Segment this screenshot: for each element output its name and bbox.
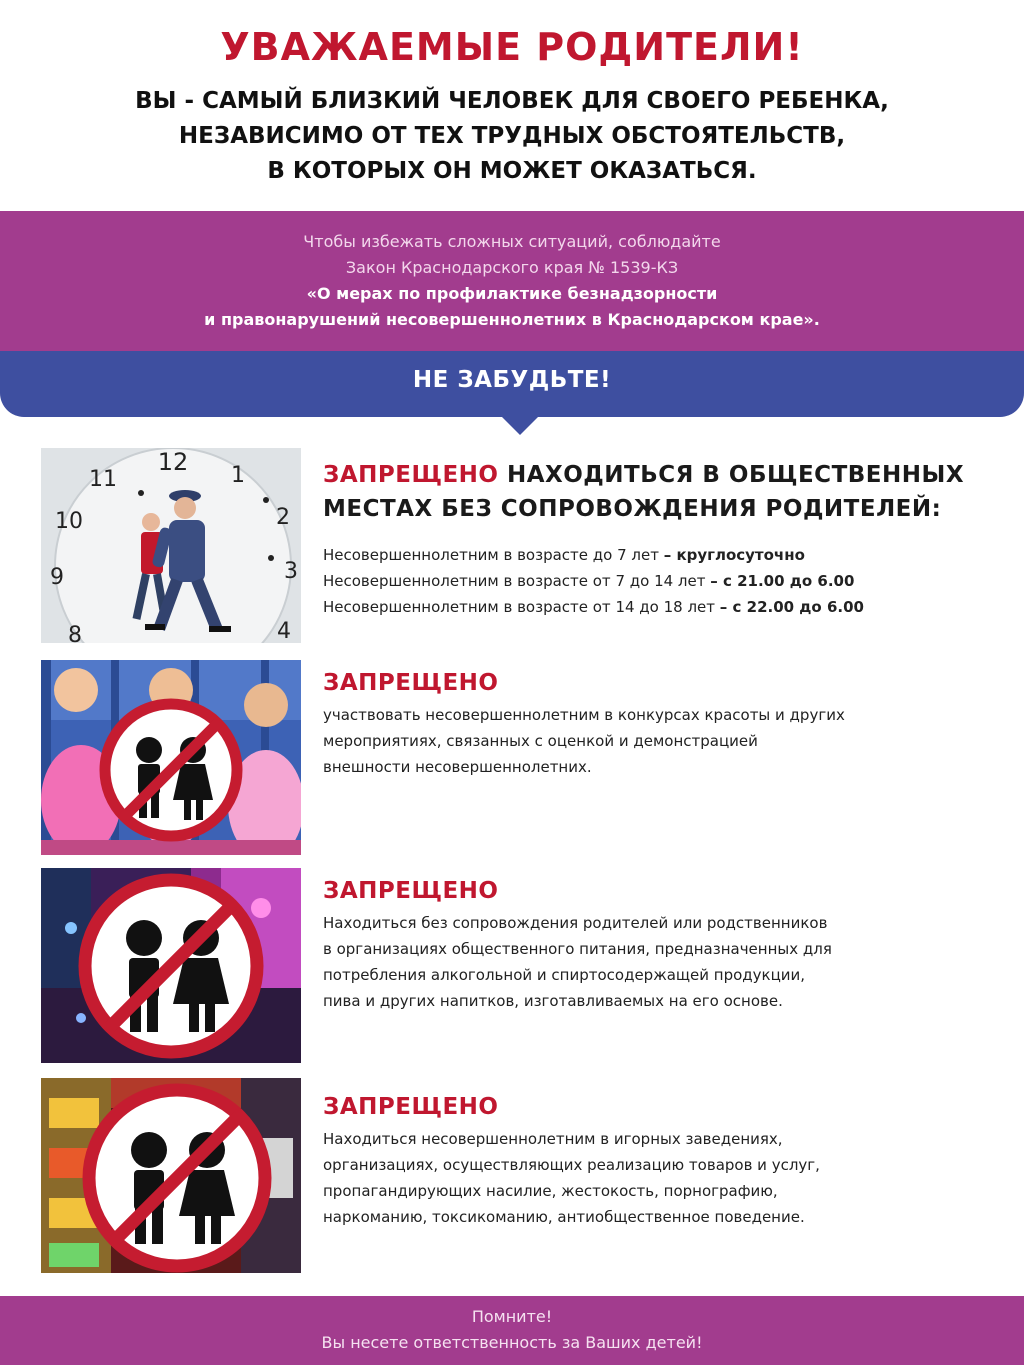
clock-number: 12 [157,448,189,476]
clock-number: 1 [231,463,245,488]
law-number: Закон Краснодарского края № 1539-КЗ [345,258,679,277]
rule-heading: ЗАПРЕЩЕНО [323,670,499,696]
rule-line: участвовать несовершеннолетним в конкурсах красоты и других [323,706,845,724]
rule-description [323,910,1013,1014]
rule-heading-line2: МЕСТАХ БЕЗ СОПРОВОЖДЕНИЯ РОДИТЕЛЕЙ: [323,496,942,522]
intro-line: ВЫ - САМЫЙ БЛИЗКИЙ ЧЕЛОВЕК ДЛЯ СВОЕГО РЕБЕНКА, [135,88,889,114]
intro-text [0,84,1024,189]
beauty-contest-prohibited-icon [41,660,301,855]
page-title: УВАЖАЕМЫЕ РОДИТЕЛИ! [220,25,804,69]
rule-heading: ЗАПРЕЩЕНО [323,1094,499,1120]
rule-line: мероприятиях, связанных с оценкой и демонстрацией [323,732,758,750]
intro-line: НЕЗАВИСИМО ОТ ТЕХ ТРУДНЫХ ОБСТОЯТЕЛЬСТВ, [178,123,846,149]
law-band [0,211,1024,351]
rule-line: Находиться несовершеннолетним в игорных заведениях, [323,1130,783,1148]
clock-number: 9 [50,565,64,590]
clock-police-icon [41,448,301,643]
rule-line: пива и других напитков, изготавливаемых на его основе. [323,992,783,1010]
footer-line: Помните! [471,1307,553,1326]
reminder-label: НЕ ЗАБУДЬТЕ! [412,367,612,393]
rule-heading: ЗАПРЕЩЕНО [323,878,499,904]
clock-number: 3 [284,559,298,584]
law-line: Чтобы избежать сложных ситуаций, соблюдайте [303,232,721,251]
rule-description [323,1126,1013,1230]
bar-prohibited-icon [41,868,301,1063]
law-title: и правонарушений несовершеннолетних в Краснодарском крае». [204,310,820,329]
list-item: Несовершеннолетним в возрасте до 7 лет – круглосуточно [323,546,805,564]
rule-line: пропагандирующих насилие, жестокость, порнографию, [323,1182,778,1200]
law-title: «О мерах по профилактике безнадзорности [306,284,718,303]
rule-line: Находиться без сопровождения родителей или родственников [323,914,828,932]
rule-line: потребления алкогольной и спиртосодержащей продукции, [323,966,806,984]
rule-line: наркоманию, токсикоманию, антиобщественное поведение. [323,1208,805,1226]
clock-number: 2 [276,505,290,530]
prohibited-word: ЗАПРЕЩЕНО [323,462,499,488]
rule-description [323,702,1013,780]
clock-number: 8 [68,623,82,643]
reminder-band [0,351,1024,417]
intro-line: В КОТОРЫХ ОН МОЖЕТ ОКАЗАТЬСЯ. [267,158,757,184]
clock-number: 11 [89,467,117,492]
footer-band [0,1296,1024,1365]
clock-number: 4 [277,619,291,643]
casino-prohibited-icon [41,1078,301,1273]
rule-line: организациях, осуществляющих реализацию товаров и услуг, [323,1156,820,1174]
rule-line: в организациях общественного питания, предназначенных для [323,940,832,958]
list-item: Несовершеннолетним в возрасте от 7 до 14 лет – с 21.00 до 6.00 [323,572,855,590]
rule-heading-rest: НАХОДИТЬСЯ В ОБЩЕСТВЕННЫХ [498,462,965,488]
curfew-list [323,542,1013,620]
band-pointer [500,415,540,435]
list-item: Несовершеннолетним в возрасте от 14 до 18 лет – с 22.00 до 6.00 [323,598,864,616]
clock-number: 10 [55,509,83,534]
rule-heading [323,462,964,488]
footer-line: Вы несете ответственность за Ваших детей! [321,1333,703,1352]
rule-line: внешности несовершеннолетних. [323,758,592,776]
